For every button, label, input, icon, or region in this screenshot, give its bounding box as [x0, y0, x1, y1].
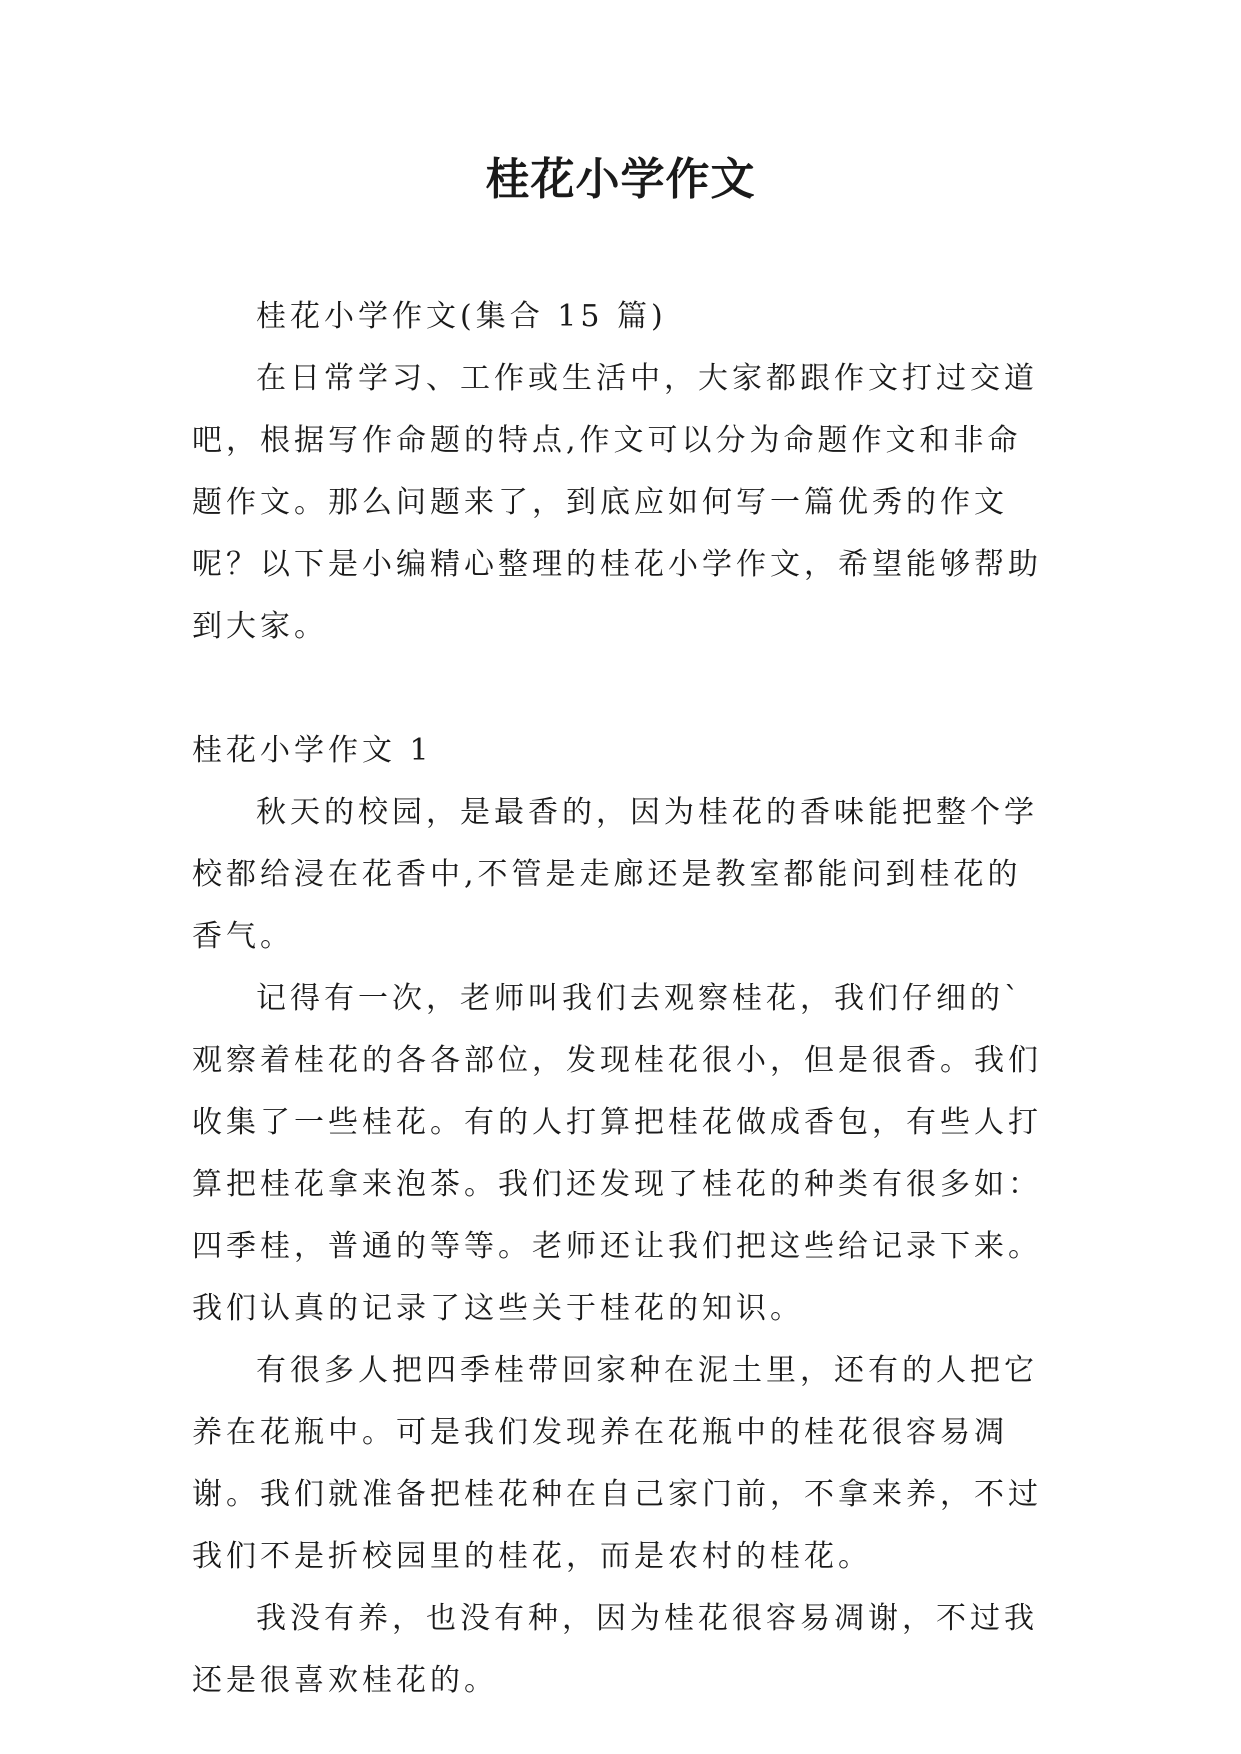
body-paragraph: 我没有养，也没有种，因为桂花很容易凋谢，不过我还是很喜欢桂花的。	[192, 1601, 1038, 1698]
document-subtitle: 桂花小学作文(集合 15 篇)	[256, 299, 667, 334]
section-spacer	[192, 658, 1052, 720]
document-title: 桂花小学作文	[485, 154, 756, 205]
intro-paragraph: 在日常学习、工作或生活中，大家都跟作文打过交道吧，根据写作命题的特点,作文可以分为命题作文和非命题作文。那么问题来了，到底应如何写一篇优秀的作文呢？以下是小编精心整理的桂花小学作文，希望能够帮助到大家。	[192, 361, 1042, 644]
document-body	[192, 286, 1052, 1712]
section-heading: 桂花小学作文 1	[192, 733, 433, 768]
body-paragraph: 记得有一次，老师叫我们去观察桂花，我们仔细的`观察着桂花的各各部位，发现桂花很小，但是很香。我们收集了一些桂花。有的人打算把桂花做成香包，有些人打算把桂花拿来泡茶。我们还发现了桂花的种类有很多如：四季桂，普通的等等。老师还让我们把这些给记录下来。我们认真的记录了这些关于桂花的知识。	[192, 981, 1042, 1326]
body-paragraph: 秋天的校园，是最香的，因为桂花的香味能把整个学校都给浸在花香中,不管是走廊还是教室都能问到桂花的香气。	[192, 795, 1038, 954]
body-paragraph: 有很多人把四季桂带回家种在泥土里，还有的人把它养在花瓶中。可是我们发现养在花瓶中的桂花很容易凋谢。我们就准备把桂花种在自己家门前，不拿来养，不过我们不是折校园里的桂花，而是农村的桂花。	[192, 1353, 1042, 1574]
